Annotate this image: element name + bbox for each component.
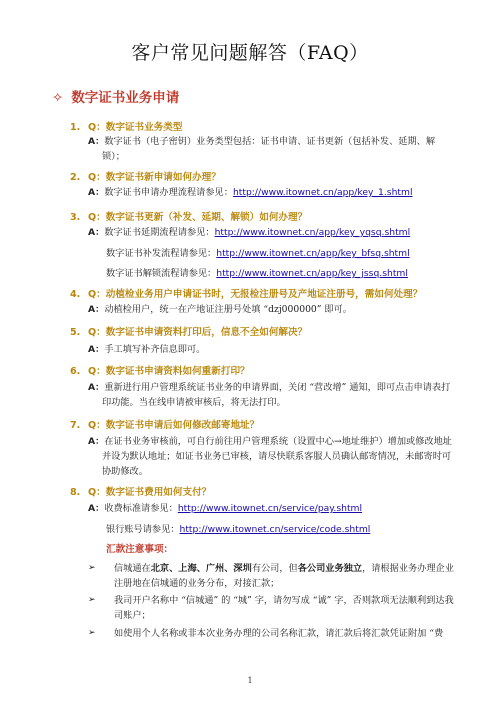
answer-text: 数字证书（电子密钥）业务类型包括：证书申请、证书更新（包括补发、延期、解锁）； (102, 136, 436, 162)
question-number: 3. (70, 212, 81, 223)
arrow-bullet-icon: ➢ (88, 563, 96, 573)
answer-text: 在证书业务审核前，可自行前往用户管理系统（设置中心→地址维护）增加或修改地址并设为默认地址；如证书业务已审核，请尽快联系客服人员确认邮寄情况，未邮寄时可协助修改。 (102, 436, 452, 477)
answer-8 (88, 501, 458, 516)
answer-label: A： (88, 382, 105, 393)
answer-text: 数字证书延期流程请参见： (104, 227, 215, 238)
question-text: Q：数字证书更新（补发、延期、解锁）如何办理？ (88, 212, 308, 223)
question-7 (70, 417, 259, 431)
independent-bold: 各公司业务独立 (297, 563, 363, 574)
answer-5 (88, 342, 458, 357)
question-text: Q：数字证书新申请如何办理？ (88, 172, 221, 183)
remit-bullet-1 (88, 561, 460, 591)
answer-label: A： (88, 344, 105, 355)
question-5 (70, 324, 307, 338)
bullet-text: 我司开户名称中 “信城通” 的 “城” 字，请勿写成 “诚” 字，否则款项无法顺利到达我司账户； (114, 595, 454, 621)
question-text: Q：数字证书业务类型 (88, 122, 183, 133)
answer-text: 重新进行用户管理系统证书业务的申请界面，关闭 “营改增” 通知，即可点击申请表打印功能。当在线申请被审核后，将无法打印。 (102, 382, 451, 408)
question-number: 4. (70, 289, 81, 300)
answer-text: 收费标准请参见： (104, 503, 178, 514)
link-key-reissue[interactable]: http://www.itownet.cn/app/key_bfsq.shtml (216, 248, 410, 259)
question-text: Q：动植检业务用户申请证书时，无报检注册号及产地证注册号，需如何处理？ (88, 289, 423, 300)
answer-1 (88, 134, 458, 164)
question-number: 5. (70, 327, 81, 338)
question-8 (70, 484, 211, 498)
question-number: 2. (70, 172, 81, 183)
link-bank-code[interactable]: http://www.itownet.cn/service/code.shtml (179, 524, 371, 535)
link-key-unlock[interactable]: http://www.itownet.cn/app/key_jssq.shtml (216, 268, 408, 279)
page-number: 1 (247, 676, 253, 685)
text: 信城通在 (114, 563, 151, 574)
question-number: 7. (70, 420, 81, 431)
answer-2 (88, 185, 458, 200)
answer-8-bank (106, 521, 370, 535)
section-label: 数字证书业务申请 (71, 90, 180, 106)
remit-bullet-2 (88, 593, 460, 623)
question-6 (70, 363, 250, 377)
answer-3-unlock (106, 265, 408, 279)
question-number: 8. (70, 487, 81, 498)
remit-heading: 汇款注意事项： (106, 544, 174, 555)
question-4 (70, 286, 422, 300)
link-key-apply[interactable]: http://www.itownet.cn/app/key_1.shtml (232, 187, 413, 198)
bullet-text: 如使用个人名称或非本次业务办理的公司名称汇款，请汇款后将汇款凭证附加 “费 (114, 628, 444, 639)
answer-4 (88, 302, 458, 317)
answer-label: A： (88, 227, 105, 238)
question-number: 1. (70, 122, 81, 133)
answer-label: A： (88, 436, 105, 447)
question-text: Q：数字证书申请资料如何重新打印？ (88, 366, 250, 377)
answer-3-reissue (106, 245, 410, 259)
question-text: Q：数字证书申请后如何修改邮寄地址？ (88, 420, 260, 431)
link-key-renew[interactable]: http://www.itownet.cn/app/key_yqsq.shtml (214, 227, 411, 238)
answer-text: 数字证书申请办理流程请参见： (104, 187, 233, 198)
answer-text: 数字证书补发流程请参见： (106, 248, 217, 259)
answer-text: 银行账号请参见： (106, 524, 180, 535)
answer-label: A： (88, 503, 105, 514)
question-number: 6. (70, 366, 81, 377)
cities-bold: 北京、上海、广州、深圳 (150, 563, 252, 574)
arrow-bullet-icon: ➢ (88, 628, 96, 638)
remit-bullet-3 (88, 626, 460, 641)
answer-text: 手工填写补齐信息即可。 (104, 344, 206, 355)
page-title: 客户常见问题解答（FAQ） (131, 42, 369, 64)
answer-label: A： (88, 304, 105, 315)
question-text: Q：数字证书申请资料打印后，信息不全如何解决？ (88, 327, 308, 338)
answer-text: 数字证书解锁流程请参见： (106, 268, 217, 279)
question-1 (70, 119, 183, 133)
section-heading (52, 86, 179, 106)
text: ，请根据业务办理企业注册地在信城通的业务分布，对接汇款； (114, 563, 454, 589)
answer-3 (88, 225, 458, 240)
answer-label: A： (88, 187, 105, 198)
text: 有公司，但 (251, 563, 298, 574)
diamond-outline-icon: ✧ (52, 90, 64, 106)
question-text: Q：数字证书费用如何支付？ (88, 487, 212, 498)
answer-6 (88, 380, 458, 410)
link-pay[interactable]: http://www.itownet.cn/service/pay.shtml (177, 503, 363, 514)
answer-label: A： (88, 136, 105, 147)
question-3 (70, 209, 307, 223)
question-2 (70, 169, 221, 183)
arrow-bullet-icon: ➢ (88, 595, 96, 605)
answer-text: 动植检用户，统一在产地证注册号处填 “dzj000000” 即可。 (104, 304, 352, 315)
answer-7 (88, 434, 458, 479)
